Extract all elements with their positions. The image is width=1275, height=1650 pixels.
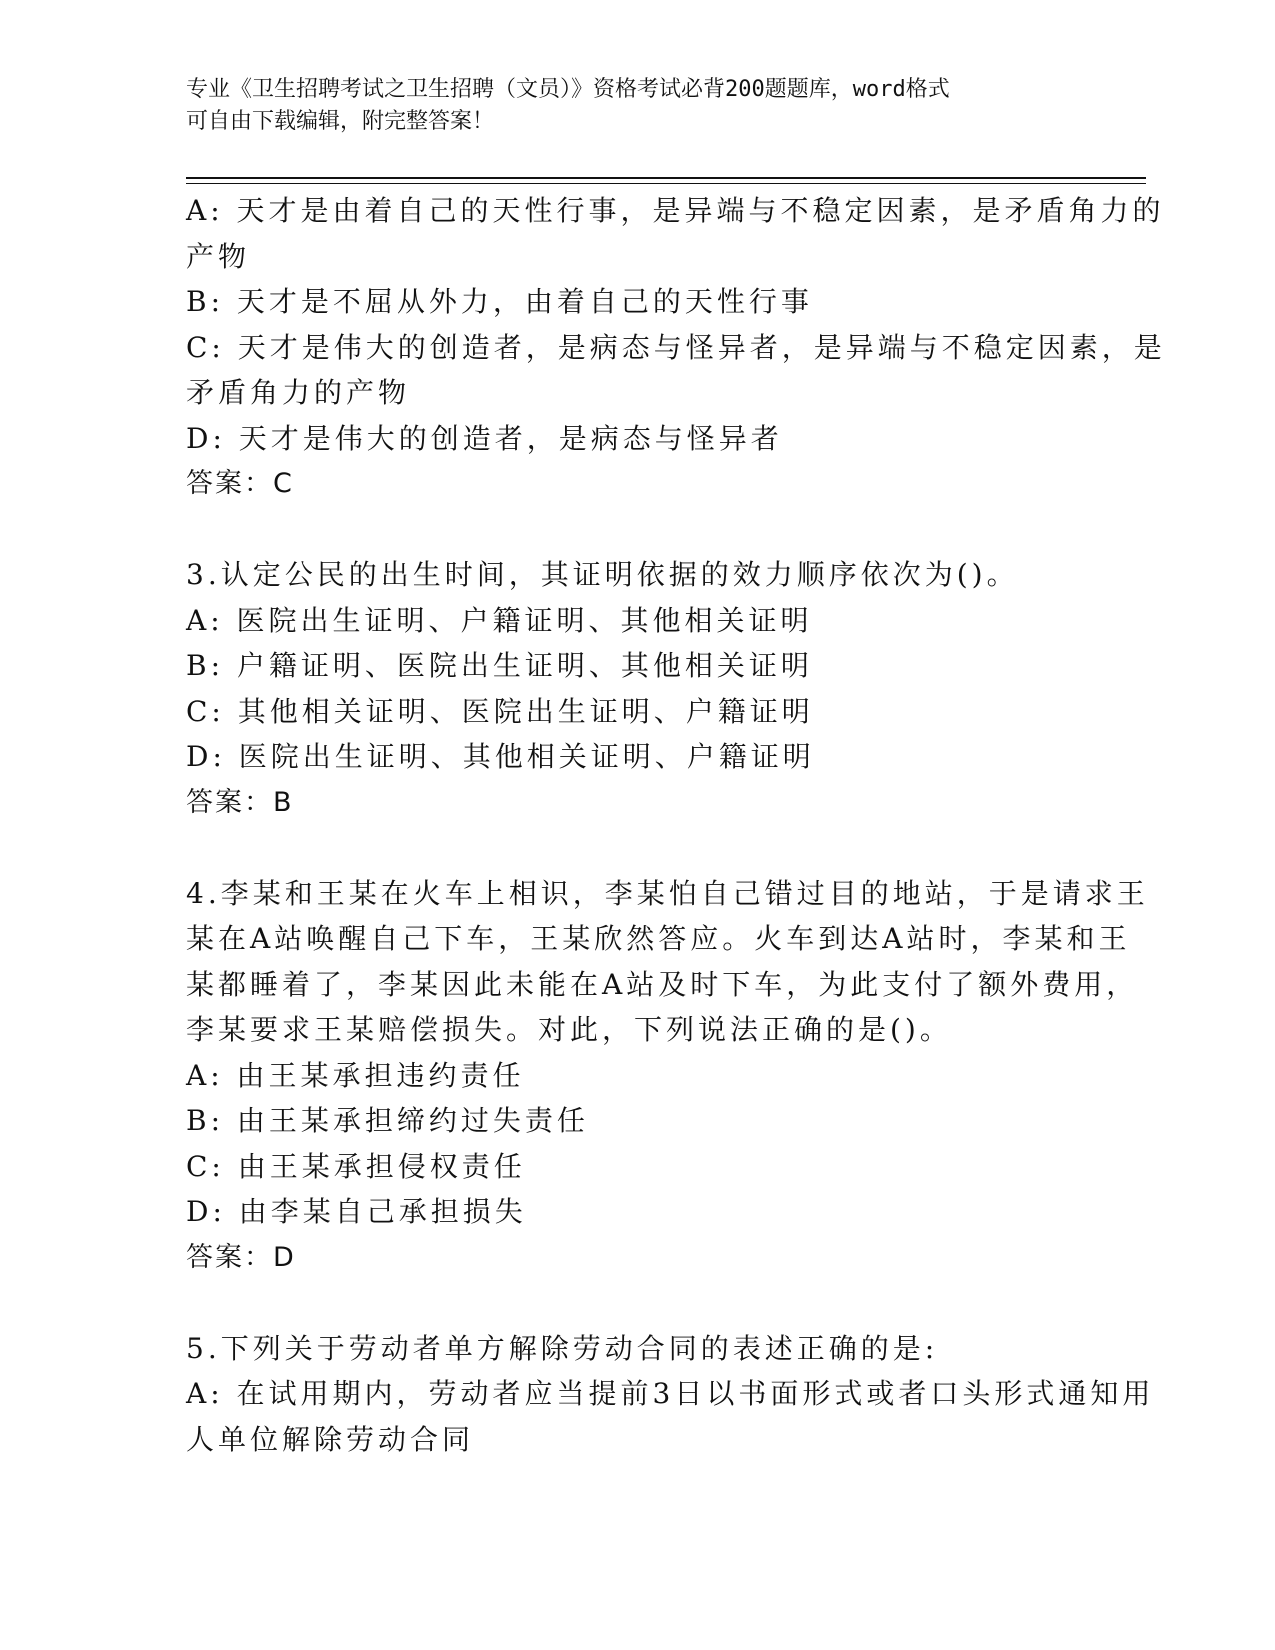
q5-option-a-line-2: 人单位解除劳动合同	[186, 1422, 475, 1456]
header-title-line-2: 可自由下载编辑，附完整答案！	[186, 109, 495, 134]
spacer	[186, 1280, 1086, 1326]
q4-option-d: D: 由李某自己承担损失	[186, 1195, 527, 1228]
document-header	[186, 74, 1066, 138]
question-3-block	[186, 552, 1086, 825]
q2-option-a-line-2: 产物	[186, 239, 251, 273]
q4-question-line-4: 李某要求王某赔偿损失。对此，下列说法正确的是()。	[186, 1013, 952, 1046]
header-divider-thick	[186, 177, 1146, 179]
question-5-block	[186, 1326, 1155, 1463]
q4-question-line-1: 4.李某和王某在火车上相识，李某怕自己错过目的地站，于是请求王	[186, 876, 1149, 910]
q4-answer: 答案：D	[186, 1241, 296, 1273]
spacer	[186, 825, 1086, 871]
q3-answer: 答案：B	[186, 786, 294, 818]
question-4-block	[186, 871, 1149, 1281]
q2-option-a-line-1: A: 天才是由着自己的天性行事，是异端与不稳定因素，是矛盾角力的	[186, 194, 1165, 227]
q4-option-b: B: 由王某承担缔约过失责任	[186, 1104, 589, 1137]
q3-option-c: C: 其他相关证明、医院出生证明、户籍证明	[186, 694, 814, 728]
q2-option-c-line-2: 矛盾角力的产物	[186, 376, 411, 409]
q5-question: 5.下列关于劳动者单方解除劳动合同的表述正确的是:	[186, 1331, 939, 1365]
header-divider-thin	[186, 183, 1146, 184]
q3-option-b: B: 户籍证明、医院出生证明、其他相关证明	[186, 649, 813, 682]
q3-option-d: D: 医院出生证明、其他相关证明、户籍证明	[186, 740, 815, 773]
q4-question-line-3: 某都睡着了，李某因此未能在A站及时下车，为此支付了额外费用，	[186, 967, 1139, 1001]
q4-option-a: A: 由王某承担违约责任	[186, 1058, 525, 1092]
spacer	[186, 507, 1086, 553]
q2-answer: 答案：C	[186, 468, 294, 499]
q4-question-line-2: 某在A站唤醒自己下车，王某欣然答应。火车到达A站时，李某和王	[186, 922, 1131, 955]
q2-option-b: B: 天才是不屈从外力，由着自己的天性行事	[186, 285, 813, 318]
q2-option-d: D: 天才是伟大的创造者，是病态与怪异者	[186, 421, 783, 455]
header-title-line-1: 专业《卫生招聘考试之卫生招聘（文员）》资格考试必背200题题库，word格式	[186, 77, 950, 102]
q2-option-c-line-1: C: 天才是伟大的创造者，是病态与怪异者，是异端与不稳定因素，是	[186, 330, 1166, 364]
q5-option-a-line-1: A: 在试用期内，劳动者应当提前3日以书面形式或者口头形式通知用	[186, 1377, 1155, 1410]
q3-option-a: A: 医院出生证明、户籍证明、其他相关证明	[186, 603, 813, 637]
question-2-block	[186, 188, 1166, 507]
q4-option-c: C: 由王某承担侵权责任	[186, 1149, 526, 1183]
question-content	[186, 188, 1166, 1462]
q3-question: 3.认定公民的出生时间，其证明依据的效力顺序依次为()。	[186, 558, 1019, 591]
